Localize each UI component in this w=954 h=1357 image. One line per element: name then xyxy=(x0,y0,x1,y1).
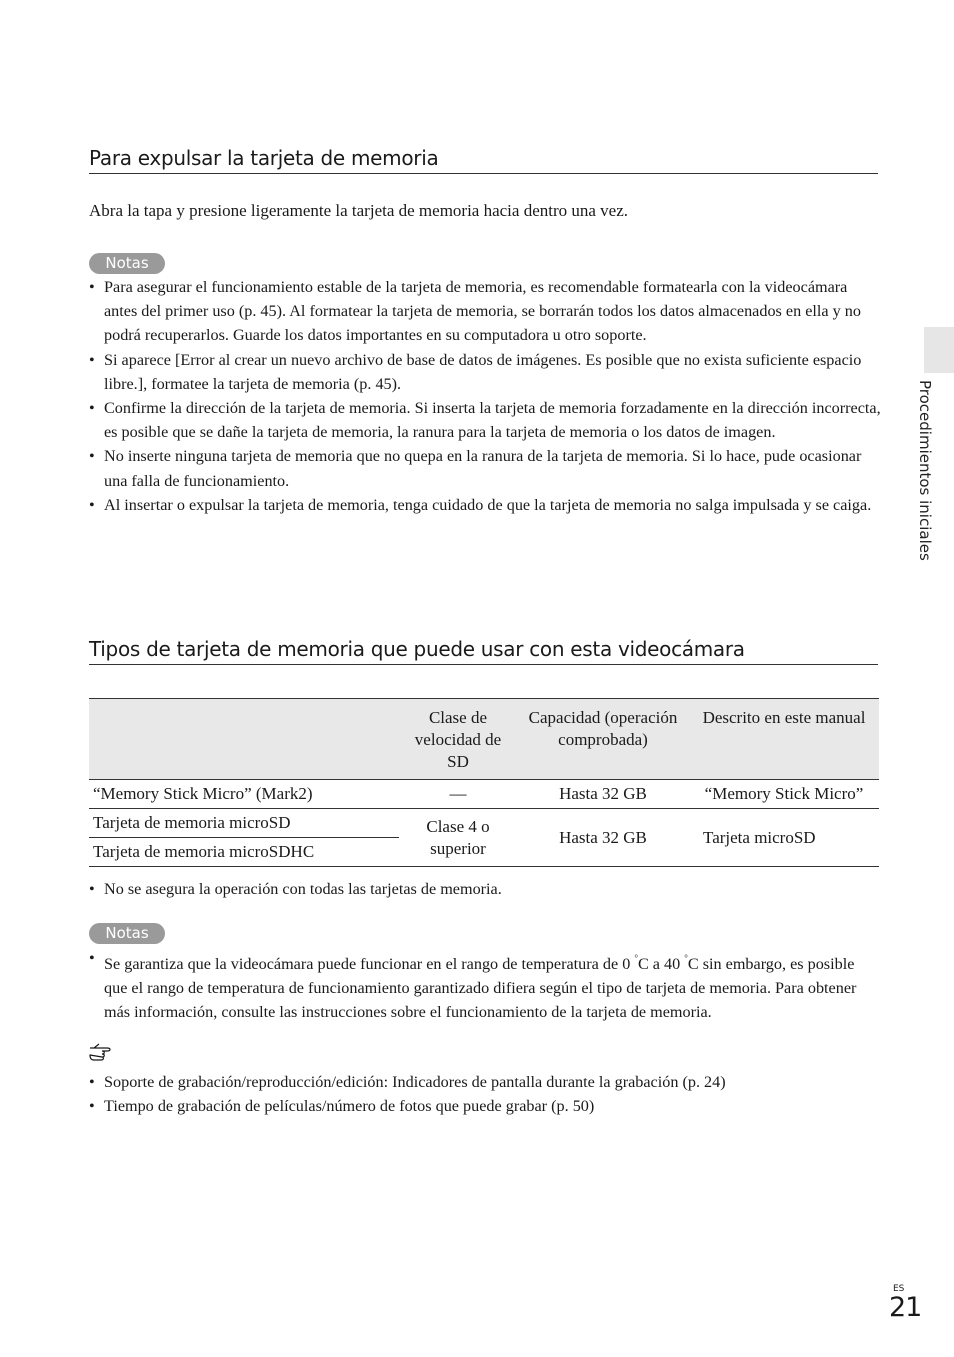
section-heading-eject: Para expulsar la tarjeta de memoria xyxy=(89,146,878,174)
card-notes-list xyxy=(89,946,881,1025)
list-item: • Para asegurar el funcionamiento estable de la tarjeta de memoria, es recomendable formatearla con la videocámara antes del primer uso (p. 45). Al formatear la tarjeta de memoria, se borrarán todos los datos almacenados en ella y no podrá recuperarlos. Guarde los datos importantes en su computadora u otro soporte. xyxy=(89,275,881,348)
table-row xyxy=(89,780,879,809)
speed-class-value: Clase 4 o superior xyxy=(399,809,517,867)
table-footnote xyxy=(89,877,881,901)
eject-notes-list xyxy=(89,275,881,517)
section-heading-card-types: Tipos de tarjeta de memoria que puede usar con esta videocámara xyxy=(89,637,878,665)
capacity-value: Hasta 32 GB xyxy=(517,809,689,867)
card-name: “Memory Stick Micro” (Mark2) xyxy=(89,780,399,809)
table-row xyxy=(89,809,879,838)
list-item: • No se asegura la operación con todas las tarjetas de memoria. xyxy=(89,877,881,901)
list-item: • No inserte ninguna tarjeta de memoria que no quepa en la ranura de la tarjeta de memoria. Si lo hace, pude ocasionar una falla de funcionamiento. xyxy=(89,444,881,492)
card-name: Tarjeta de memoria microSD xyxy=(89,809,399,838)
table-header-described: Descrito en este manual xyxy=(689,699,879,780)
section-side-label: Procedimientos iniciales xyxy=(916,380,934,561)
list-item: • Se garantiza que la videocámara puede funcionar en el rango de temperatura de 0 °C a 40 °C sin embargo, es posible que el rango de temperatura de funcionamiento garantizado difiera según el tipo de tarjeta de memoria. Para obtener más información, consulte las instrucciones sobre el funcionamiento de la tarjeta de memoria. xyxy=(89,946,881,1025)
table-header-row xyxy=(89,699,879,780)
table-header-cell xyxy=(89,699,399,780)
card-name: Tarjeta de memoria microSDHC xyxy=(89,838,399,867)
notes-badge: Notas xyxy=(89,923,165,944)
speed-class-value: — xyxy=(399,780,517,809)
eject-instructions: Abra la tapa y presione ligeramente la tarjeta de memoria hacia dentro una vez. xyxy=(89,201,629,220)
capacity-value: Hasta 32 GB xyxy=(517,780,689,809)
list-item: • Soporte de grabación/reproducción/edición: Indicadores de pantalla durante la grabación (p. 24) xyxy=(89,1070,881,1094)
notes-badge: Notas xyxy=(89,253,165,274)
list-item: • Tiempo de grabación de películas/número de fotos que puede grabar (p. 50) xyxy=(89,1094,881,1118)
page-language-code: ES xyxy=(893,1284,905,1294)
related-links-list xyxy=(89,1070,881,1118)
described-value: Tarjeta microSD xyxy=(689,809,879,867)
list-item: • Confirme la dirección de la tarjeta de memoria. Si inserta la tarjeta de memoria forzadamente en la dirección incorrecta, es posible que se dañe la tarjeta de memoria, la ranura para la tarjeta de memoria o los datos de imagen. xyxy=(89,396,881,444)
table-header-speed-class: Clase de velocidad de SD xyxy=(399,699,517,780)
memory-card-table xyxy=(89,698,879,867)
list-item: • Si aparece [Error al crear un nuevo archivo de base de datos de imágenes. Es posible que no exista suficiente espacio libre.], formatee la tarjeta de memoria (p. 45). xyxy=(89,348,881,396)
section-tab-marker xyxy=(924,327,954,373)
page-number: 21 xyxy=(889,1292,922,1323)
table-header-capacity: Capacidad (operación comprobada) xyxy=(517,699,689,780)
list-item: • Al insertar o expulsar la tarjeta de memoria, tenga cuidado de que la tarjeta de memoria no salga impulsada y se caiga. xyxy=(89,493,881,517)
described-value: “Memory Stick Micro” xyxy=(689,780,879,809)
pointing-hand-icon xyxy=(89,1043,115,1061)
